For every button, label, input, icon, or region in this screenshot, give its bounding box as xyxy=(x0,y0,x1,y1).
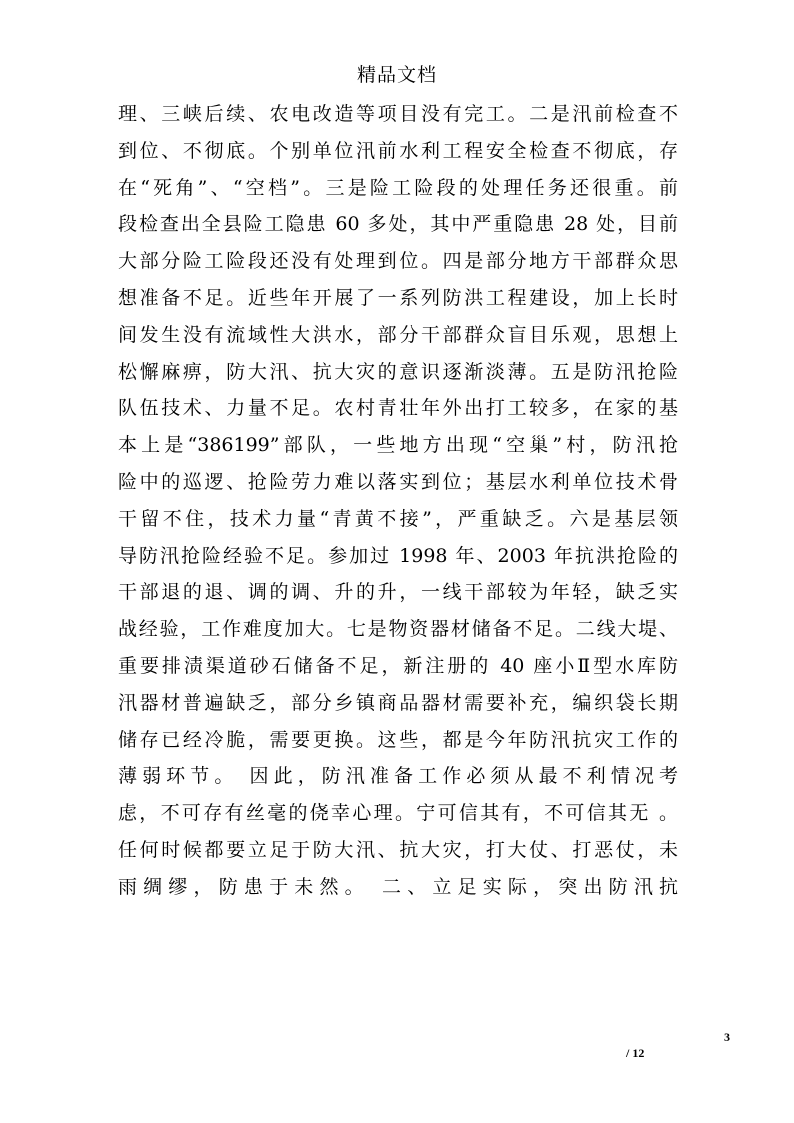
text-line: 储存已经冷脆，需要更换。这些，都是今年防汛抗灾工作的 xyxy=(118,728,678,751)
text-line: 战经验，工作难度加大。七是物资器材储备不足。二线大堤、 xyxy=(118,618,678,641)
text-line: 雨绸缪，防患于未然。 二、立足实际，突出防汛抗 xyxy=(118,875,678,898)
text-line: 险中的巡逻、抢险劳力难以落实到位；基层水利单位技术骨 xyxy=(118,470,678,493)
text-line: 到位、不彻底。个别单位汛前水利工程安全检查不彻底，存 xyxy=(118,139,678,162)
text-line: 重要排渍渠道砂石储备不足，新注册的 40 座小Ⅱ型水库防 xyxy=(118,654,678,677)
text-line: 汛器材普遍缺乏，部分乡镇商品器材需要补充，编织袋长期 xyxy=(118,691,678,714)
text-line: 理、三峡后续、农电改造等项目没有完工。二是汛前检查不 xyxy=(118,103,678,125)
text-line: 段检查出全县险工隐患 60 多处，其中严重隐患 28 处，目前 xyxy=(118,213,678,236)
text-line: 在“死角”、“空档”。三是险工险段的处理任务还很重。前 xyxy=(118,176,678,199)
text-line: 本上是“386199”部队，一些地方出现“空巢”村，防汛抢 xyxy=(118,434,678,457)
text-line: 虑，不可存有丝毫的侥幸心理。宁可信其有，不可信其无 。 xyxy=(118,802,678,825)
page-number: 3 xyxy=(724,1030,730,1044)
text-line: 想准备不足。近些年开展了一系列防洪工程建设，加上长时 xyxy=(118,286,678,309)
text-line: 干留不住，技术力量“青黄不接”，严重缺乏。六是基层领 xyxy=(118,507,678,530)
document-body xyxy=(118,96,678,906)
text-line: 队伍技术、力量不足。农村青壮年外出打工较多，在家的基 xyxy=(118,397,678,420)
text-line: 间发生没有流域性大洪水，部分干部群众盲目乐观，思想上 xyxy=(118,323,678,346)
text-line: 导防汛抢险经验不足。参加过 1998 年、2003 年抗洪抢险的 xyxy=(118,544,678,567)
page-header-title: 精品文档 xyxy=(356,64,437,86)
text-line: 干部退的退、调的调、升的升，一线干部较为年轻，缺乏实 xyxy=(118,581,678,604)
text-line: 任何时候都要立足于防大汛、抗大灾，打大仗、打恶仗，未 xyxy=(118,838,678,861)
page-total: / 12 xyxy=(626,1046,645,1060)
text-line: 松懈麻痹，防大汛、抗大灾的意识逐渐淡薄。五是防汛抢险 xyxy=(118,360,678,383)
text-line: 薄弱环节。 因此，防汛准备工作必须从最不利情况考 xyxy=(118,765,678,788)
text-line: 大部分险工险段还没有处理到位。四是部分地方干部群众思 xyxy=(118,250,678,273)
